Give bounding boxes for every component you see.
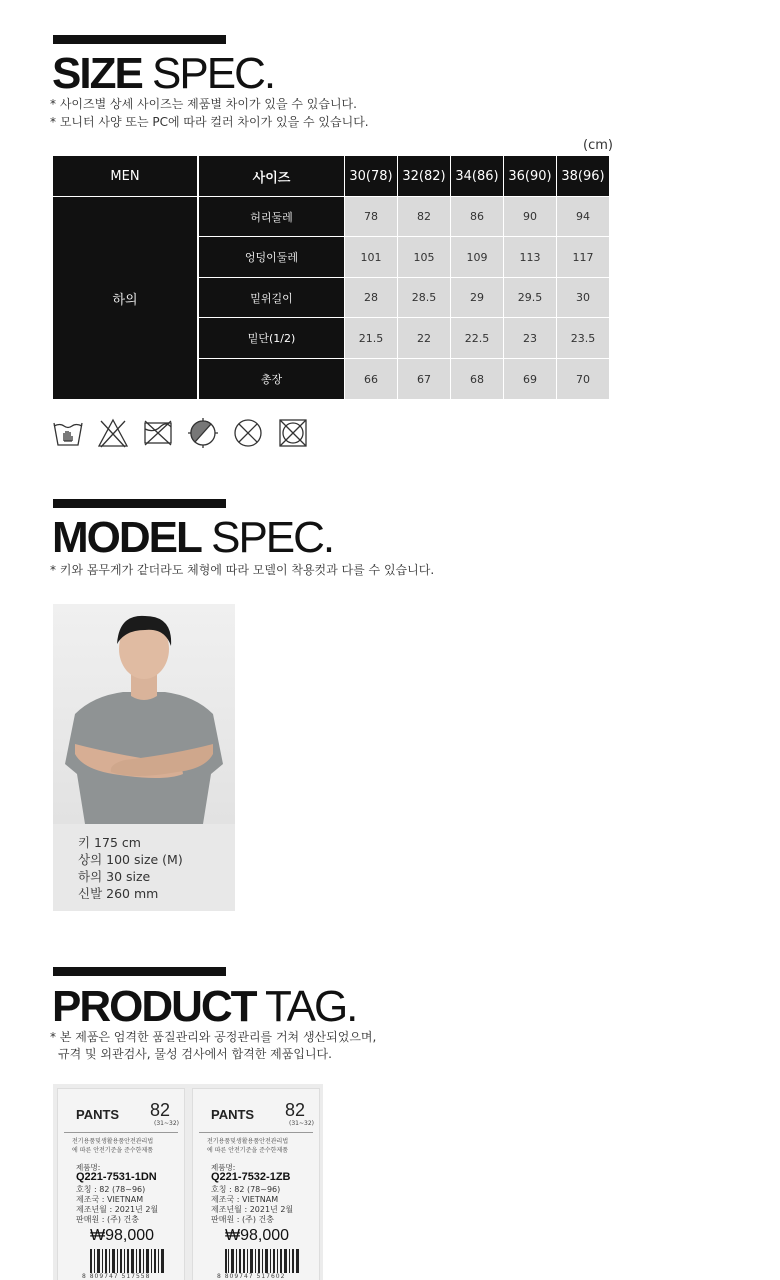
table-cell: 113 <box>504 237 556 277</box>
row-label: 밑위길이 <box>199 278 344 317</box>
size-note-2: * 모니터 사양 또는 PC에 따라 컬러 차이가 있을 수 있습니다. <box>50 115 369 129</box>
barcode-number: 8 809747 517602 <box>217 1273 286 1280</box>
tag-product-code: Q221-7531-1DN <box>76 1171 157 1183</box>
table-header-size-col: 34(86) <box>451 156 503 196</box>
tag-brand: PANTS <box>76 1107 120 1122</box>
model-card <box>53 604 235 911</box>
tag-note-2: 규격 및 외관검사, 물성 검사에서 합격한 제품입니다. <box>58 1047 332 1061</box>
tag-detail-line: 판매원 : (주) 건충 <box>211 1215 274 1224</box>
no-bleach-icon <box>97 417 129 449</box>
table-header-size-col: 36(90) <box>504 156 556 196</box>
tag-detail-line: 호칭 : 82 (78~96) <box>76 1185 146 1194</box>
model-height: 키 175 cm <box>78 835 141 850</box>
table-cell: 70 <box>557 359 609 399</box>
tag-range: (31~32) <box>154 1120 179 1127</box>
table-cell: 23 <box>504 318 556 358</box>
table-cell: 69 <box>504 359 556 399</box>
table-header-size: 사이즈 <box>199 156 344 196</box>
section-divider-size <box>53 35 226 44</box>
model-info <box>78 834 183 902</box>
model-shoe-size: 신발 260 mm <box>78 886 159 901</box>
product-tag-title <box>52 982 357 1031</box>
tag-detail-line: 판매원 : (주) 건충 <box>76 1215 139 1224</box>
table-cell: 117 <box>557 237 609 277</box>
tag-detail-line: 제조년월 : 2021년 2월 <box>211 1205 294 1214</box>
table-header-size-col: 32(82) <box>398 156 450 196</box>
title-bold: PRODUCT <box>52 982 256 1031</box>
care-icons <box>52 417 309 449</box>
tag-rule <box>64 1132 178 1133</box>
no-iron-icon <box>142 417 174 449</box>
tag-price: ₩98,000 <box>225 1227 290 1244</box>
model-note: * 키와 몸무게가 같더라도 체형에 따라 모델이 착용컷과 다를 수 있습니다. <box>50 563 435 577</box>
tag-details <box>76 1185 158 1225</box>
table-cell: 66 <box>345 359 397 399</box>
table-cell: 82 <box>398 197 450 236</box>
title-bold: MODEL <box>52 513 201 562</box>
barcode-number: 8 809747 517558 <box>82 1273 151 1280</box>
table-cell: 22.5 <box>451 318 503 358</box>
table-cell: 94 <box>557 197 609 236</box>
table-header-gender: MEN <box>53 156 197 196</box>
model-top-size: 상의 100 size (M) <box>78 852 183 867</box>
tag-size: 82 <box>285 1100 306 1120</box>
barcode-icon <box>225 1249 300 1273</box>
no-machine-dry-icon <box>277 417 309 449</box>
unit-label: (cm) <box>583 138 613 153</box>
tag-law-line: 에 따른 안전기준을 준수한제품 <box>207 1147 289 1154</box>
table-cell: 78 <box>345 197 397 236</box>
table-cell: 28 <box>345 278 397 317</box>
table-cell: 23.5 <box>557 318 609 358</box>
model-photo <box>53 604 235 824</box>
product-tag <box>57 1088 185 1280</box>
title-light: TAG. <box>255 982 357 1031</box>
table-cell: 29 <box>451 278 503 317</box>
tag-detail-line: 제조국 : VIETNAM <box>211 1195 279 1204</box>
table-cell: 86 <box>451 197 503 236</box>
table-header-size-col: 38(96) <box>557 156 609 196</box>
tag-size: 82 <box>150 1100 171 1120</box>
row-label: 엉덩이둘레 <box>199 237 344 277</box>
tag-law-line: 전기용품및생활용품안전관리법 <box>72 1138 154 1145</box>
no-dry-clean-icon <box>232 417 264 449</box>
table-cell: 67 <box>398 359 450 399</box>
tag-range: (31~32) <box>289 1120 314 1127</box>
hand-wash-icon <box>52 417 84 449</box>
table-cell: 21.5 <box>345 318 397 358</box>
table-cell: 22 <box>398 318 450 358</box>
tag-details <box>211 1185 293 1225</box>
model-bottom-size: 하의 30 size <box>78 869 151 884</box>
tag-law <box>207 1137 288 1155</box>
tag-detail-line: 제조년월 : 2021년 2월 <box>76 1205 159 1214</box>
row-label: 밑단(1/2) <box>199 318 344 358</box>
product-tag <box>192 1088 320 1280</box>
tag-product-label: 제품명: <box>211 1163 236 1172</box>
table-cell: 105 <box>398 237 450 277</box>
section-divider-tag <box>53 967 226 976</box>
tag-law <box>72 1137 153 1155</box>
tag-product-label: 제품명: <box>76 1163 101 1172</box>
title-light: SPEC. <box>141 49 275 98</box>
row-label: 총장 <box>199 359 344 399</box>
table-header-size-col: 30(78) <box>345 156 397 196</box>
tag-brand: PANTS <box>211 1107 255 1122</box>
table-cell: 90 <box>504 197 556 236</box>
section-divider-model <box>53 499 226 508</box>
size-spec-title <box>52 49 275 98</box>
model-spec-title <box>52 513 334 562</box>
product-tags <box>53 1084 323 1280</box>
size-note-1: * 사이즈별 상세 사이즈는 제품별 차이가 있을 수 있습니다. <box>50 97 357 111</box>
table-cell: 29.5 <box>504 278 556 317</box>
table-cell: 28.5 <box>398 278 450 317</box>
tag-detail-line: 제조국 : VIETNAM <box>76 1195 144 1204</box>
title-bold: SIZE <box>52 49 142 98</box>
tag-product-code: Q221-7532-1ZB <box>211 1171 291 1183</box>
tag-price: ₩98,000 <box>90 1227 155 1244</box>
barcode-icon <box>90 1249 165 1273</box>
no-tumble-dry-icon <box>187 417 219 449</box>
tag-law-line: 에 따른 안전기준을 준수한제품 <box>72 1147 154 1154</box>
table-cell: 109 <box>451 237 503 277</box>
tag-note-1: * 본 제품은 엄격한 품질관리와 공정관리를 거쳐 생산되었으며, <box>50 1030 377 1044</box>
table-category: 하의 <box>53 197 197 399</box>
table-cell: 101 <box>345 237 397 277</box>
title-light: SPEC. <box>200 513 334 562</box>
table-cell: 68 <box>451 359 503 399</box>
tag-detail-line: 호칭 : 82 (78~96) <box>211 1185 281 1194</box>
row-label: 허리둘레 <box>199 197 344 236</box>
tag-rule <box>199 1132 313 1133</box>
table-cell: 30 <box>557 278 609 317</box>
tag-law-line: 전기용품및생활용품안전관리법 <box>207 1138 289 1145</box>
